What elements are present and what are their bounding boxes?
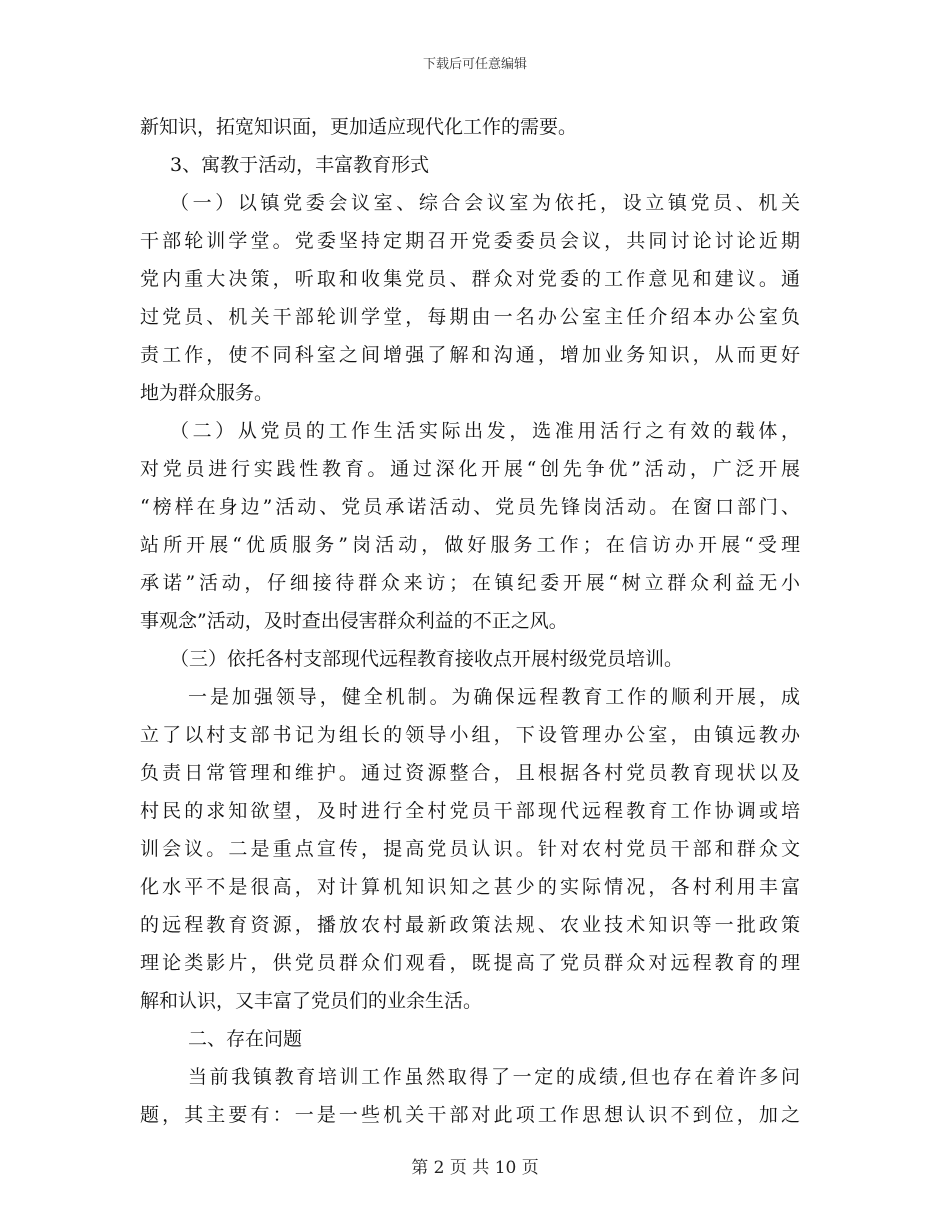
text-line: （二）从党员的工作生活实际出发，选准用活行之有效的载体， [170, 420, 800, 442]
text-line: 承诺”活动，仔细接待群众来访；在镇纪委开展“树立群众利益无小 [140, 572, 800, 594]
text-line: 党内重大决策，听取和收集党员、群众对党委的工作意见和建议。通 [140, 268, 800, 290]
text-line: 理论类影片，供党员群众们观看，既提高了党员群众对远程教育的理 [140, 952, 800, 974]
text-line: 负责日常管理和维护。通过资源整合，且根据各村党员教育现状以及 [140, 762, 800, 784]
page-header: 下载后可任意编辑 [422, 57, 527, 72]
text-line: 地为群众服务。 [140, 382, 274, 404]
text-line: 题，其主要有：一是一些机关干部对此项工作思想认识不到位，加之 [140, 1104, 800, 1126]
text-line: 过党员、机关干部轮训学堂，每期由一名办公室主任介绍本办公室负 [140, 306, 800, 328]
text-line: （一）以镇党委会议室、综合会议室为依托，设立镇党员、机关 [170, 192, 800, 214]
text-line: 一是加强领导，健全机制。为确保远程教育工作的顺利开展，成 [188, 686, 800, 708]
text-line: 对党员进行实践性教育。通过深化开展“创先争优”活动，广泛开展 [140, 458, 800, 480]
text-line: （三）依托各村支部现代远程教育接收点开展村级党员培训。 [170, 648, 684, 670]
text-line: 干部轮训学堂。党委坚持定期召开党委委员会议，共同讨论讨论近期 [140, 230, 800, 252]
text-line: 责工作，使不同科室之间增强了解和沟通，增加业务知识，从而更好 [140, 344, 800, 366]
text-line: 村民的求知欲望，及时进行全村党员干部现代远程教育工作协调或培 [140, 800, 800, 822]
text-line: 解和认识，又丰富了党员们的业余生活。 [140, 990, 483, 1012]
text-line: 当前我镇教育培训工作虽然取得了一定的成绩,但也存在着许多问 [188, 1066, 800, 1088]
text-line: 站所开展“优质服务”岗活动，做好服务工作；在信访办开展“受理 [140, 534, 800, 556]
text-line: 二、存在问题 [188, 1028, 303, 1050]
page-number: 第 2 页 共 10 页 [411, 1158, 539, 1178]
text-line: 化水平不是很高，对计算机知识知之甚少的实际情况，各村利用丰富 [140, 876, 800, 898]
text-line: 立了以村支部书记为组长的领导小组，下设管理办公室，由镇远教办 [140, 724, 800, 746]
document-body [140, 108, 800, 1134]
text-line: 新知识，拓宽知识面，更加适应现代化工作的需要。 [140, 116, 578, 138]
text-line: 训会议。二是重点宣传，提高党员认识。针对农村党员干部和群众文 [140, 838, 800, 860]
text-line: 3、寓教于活动，丰富教育形式 [170, 154, 430, 176]
text-line: 的远程教育资源，播放农村最新政策法规、农业技术知识等一批政策 [140, 914, 800, 936]
text-line: 事观念”活动，及时查出侵害群众利益的不正之风。 [140, 610, 568, 632]
text-line: “榜样在身边”活动、党员承诺活动、党员先锋岗活动。在窗口部门、 [140, 496, 800, 518]
